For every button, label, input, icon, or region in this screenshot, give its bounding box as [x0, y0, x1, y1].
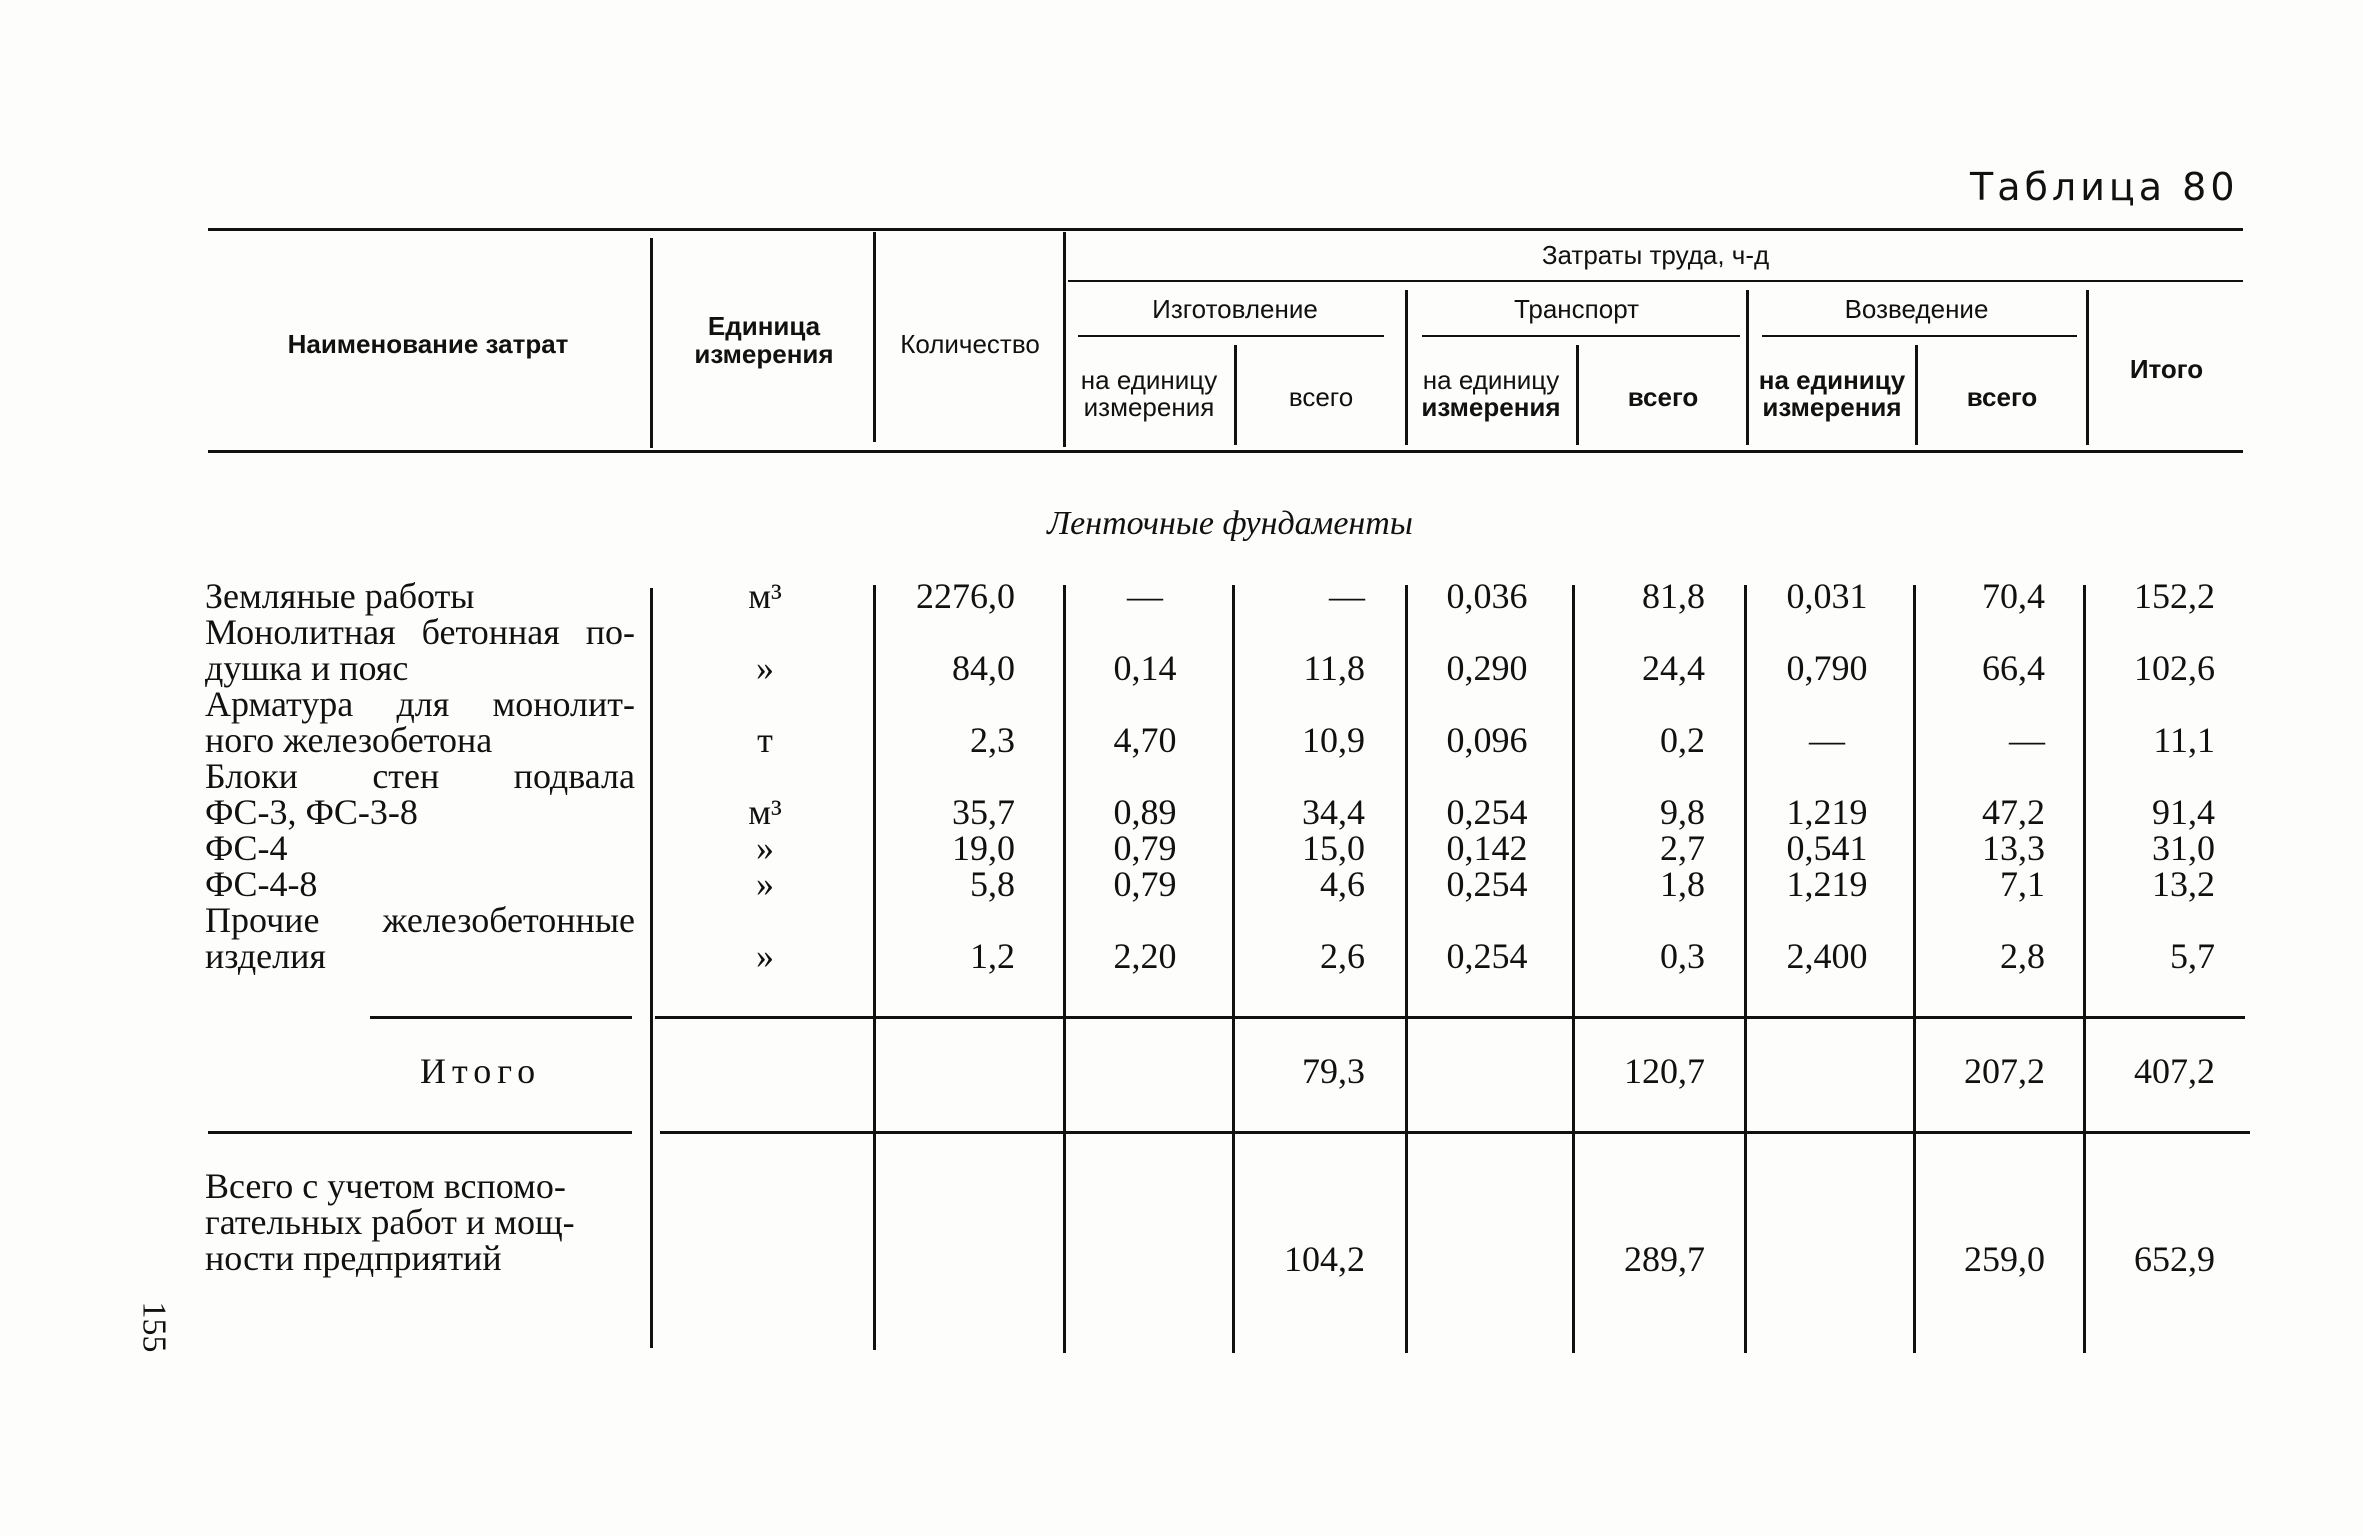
labor-costs-rule: [1068, 280, 2243, 282]
cell-qty: 84,0: [952, 648, 1015, 688]
row-name-line: душка и пояс: [205, 648, 409, 688]
header-top-rule: [208, 228, 2243, 231]
header-unit-col-line1: Единица: [707, 311, 821, 341]
subtotal-total: 407,2: [2134, 1051, 2215, 1091]
header-unit-col-line2: измерения: [694, 339, 834, 369]
cell-er-total: 2,8: [2000, 936, 2045, 976]
cell-man-unit: 4,70: [1113, 720, 1177, 760]
cell-er-total: 13,3: [1982, 828, 2045, 868]
header-vline: [2086, 290, 2089, 445]
cell-man-total: 15,0: [1302, 828, 1365, 868]
header-tr-total: всего: [1627, 382, 1699, 412]
row-name-line: Монолитная бетонная по-: [205, 612, 635, 652]
cell-man-unit: 0,14: [1113, 648, 1177, 688]
cell-total: 13,2: [2152, 864, 2215, 904]
header-total-col: Итого: [2129, 354, 2204, 384]
header-transport: Транспорт: [1513, 294, 1640, 324]
row-name-line: ного железобетона: [205, 720, 493, 760]
row-name-line: ФС-4: [205, 828, 288, 868]
grand-label-rule: [208, 1131, 632, 1134]
header-qty-col: Количество: [900, 329, 1040, 359]
cell-qty: 19,0: [952, 828, 1015, 868]
body-vline: [1405, 585, 1408, 1353]
body-vline: [873, 585, 876, 1350]
cell-er-total: 66,4: [1982, 648, 2045, 688]
cell-unit: »: [756, 936, 774, 976]
header-man-per-unit-l1: на единицу: [1080, 365, 1218, 395]
cell-tr-total: 9,8: [1660, 792, 1705, 832]
grand-label-line2: гательных работ и мощ-: [205, 1202, 575, 1242]
grand-label-line1: Всего с учетом вспомо-: [205, 1166, 566, 1206]
grand-er-total: 259,0: [1964, 1239, 2045, 1279]
cell-er-unit: 2,400: [1786, 936, 1868, 976]
row-name-line: ФС-3, ФС-3-8: [205, 792, 418, 832]
header-er-per-unit-l1: на единицу: [1758, 365, 1906, 395]
body-vline: [2083, 585, 2086, 1353]
body-vline: [1572, 585, 1575, 1353]
cell-tr-total: 81,8: [1642, 576, 1705, 616]
cell-tr-unit: 0,254: [1446, 792, 1528, 832]
cell-unit: м³: [748, 792, 782, 832]
manufacture-rule: [1078, 335, 1384, 337]
cell-total: 102,6: [2134, 648, 2215, 688]
cell-unit: м³: [748, 576, 782, 616]
subtotal-label: Итого: [420, 1051, 542, 1091]
cell-tr-unit: 0,254: [1446, 936, 1528, 976]
cell-man-total: 11,8: [1303, 648, 1365, 688]
cell-tr-unit: 0,096: [1446, 720, 1528, 760]
header-er-per-unit-l2: измерения: [1762, 392, 1902, 422]
cell-tr-total: 0,3: [1660, 936, 1705, 976]
cell-er-unit: 0,790: [1786, 648, 1868, 688]
cell-tr-total: 2,7: [1660, 828, 1705, 868]
header-er-total: всего: [1966, 382, 2038, 412]
header-name-col: Наименование затрат: [287, 329, 569, 359]
cell-man-unit: 2,20: [1113, 936, 1177, 976]
header-vline: [1576, 345, 1579, 445]
header-manufacture: Изготовление: [1152, 294, 1318, 324]
cell-unit: »: [756, 828, 774, 868]
row-name-line: Арматура для монолит-: [205, 684, 635, 724]
header-bottom-rule: [208, 450, 2243, 453]
cell-qty: 35,7: [952, 792, 1015, 832]
cell-total: 31,0: [2152, 828, 2215, 868]
body-vline: [1913, 585, 1916, 1353]
cell-er-total: 7,1: [2000, 864, 2045, 904]
header-vline: [1915, 345, 1918, 445]
row-name-line: Земляные работы: [205, 576, 475, 616]
header-vline: [873, 232, 876, 442]
grand-man-total: 104,2: [1284, 1239, 1365, 1279]
cell-tr-unit: 0,036: [1446, 576, 1528, 616]
cell-total: 152,2: [2134, 576, 2215, 616]
cell-er-total: 47,2: [1982, 792, 2045, 832]
cell-tr-total: 0,2: [1660, 720, 1705, 760]
body-vline: [650, 588, 653, 1348]
cell-total: 91,4: [2152, 792, 2215, 832]
cell-unit: »: [756, 648, 774, 688]
header-labor-costs: Затраты труда, ч-д: [1541, 240, 1770, 270]
subtotal-er-total: 207,2: [1964, 1051, 2045, 1091]
cell-er-total: —: [2009, 720, 2045, 760]
cell-unit: т: [757, 720, 773, 760]
header-man-per-unit-l2: измерения: [1083, 392, 1215, 422]
grand-top-rule: [660, 1131, 2250, 1134]
row-name-line: Блоки стен подвала: [205, 756, 635, 796]
subtotal-tr-total: 120,7: [1624, 1051, 1705, 1091]
header-tr-per-unit-l1: на единицу: [1422, 365, 1560, 395]
cell-man-unit: —: [1127, 576, 1163, 616]
grand-total: 652,9: [2134, 1239, 2215, 1279]
cell-man-total: 10,9: [1302, 720, 1365, 760]
page-number: 155: [135, 1301, 173, 1353]
cell-man-unit: 0,79: [1113, 864, 1177, 904]
row-name-line: ФС-4-8: [205, 864, 318, 904]
cell-er-unit: 0,031: [1786, 576, 1868, 616]
cell-man-unit: 0,89: [1113, 792, 1177, 832]
grand-label-line3: ности предприятий: [205, 1238, 502, 1278]
header-erection: Возведение: [1844, 294, 1989, 324]
header-man-total: всего: [1288, 382, 1354, 412]
table-label: Таблица 80: [1970, 165, 2239, 209]
row-name-line: Прочие железобетонные: [205, 900, 635, 940]
cell-tr-unit: 0,290: [1446, 648, 1528, 688]
cell-qty: 2276,0: [916, 576, 1015, 616]
cell-qty: 1,2: [970, 936, 1015, 976]
cell-tr-total: 1,8: [1660, 864, 1705, 904]
cell-tr-total: 24,4: [1642, 648, 1705, 688]
cell-total: 11,1: [2153, 720, 2215, 760]
cell-qty: 2,3: [970, 720, 1015, 760]
transport-rule: [1422, 335, 1740, 337]
row-name-line: изделия: [205, 936, 326, 976]
body-vline: [1232, 585, 1235, 1353]
subtotal-label-rule: [370, 1016, 632, 1019]
cell-tr-unit: 0,142: [1446, 828, 1528, 868]
cell-total: 5,7: [2170, 936, 2215, 976]
cell-er-total: 70,4: [1982, 576, 2045, 616]
cell-er-unit: —: [1809, 720, 1845, 760]
header-vline: [1234, 345, 1237, 445]
cell-man-total: 4,6: [1320, 864, 1365, 904]
subtotal-top-rule: [655, 1016, 2245, 1019]
subtotal-man-total: 79,3: [1302, 1051, 1365, 1091]
cell-er-unit: 1,219: [1786, 864, 1868, 904]
cell-qty: 5,8: [970, 864, 1015, 904]
erection-rule: [1762, 335, 2077, 337]
cell-man-unit: 0,79: [1113, 828, 1177, 868]
cell-man-total: —: [1329, 576, 1365, 616]
cell-unit: »: [756, 864, 774, 904]
header-tr-per-unit-l2: измерения: [1421, 392, 1561, 422]
header-vline: [650, 238, 653, 448]
grand-tr-total: 289,7: [1624, 1239, 1705, 1279]
cell-er-unit: 1,219: [1786, 792, 1868, 832]
cell-man-total: 34,4: [1302, 792, 1365, 832]
body-vline: [1063, 585, 1066, 1353]
body-vline: [1744, 585, 1747, 1353]
cell-tr-unit: 0,254: [1446, 864, 1528, 904]
cell-er-unit: 0,541: [1786, 828, 1868, 868]
section-title: Ленточные фундаменты: [1047, 505, 1413, 542]
cell-man-total: 2,6: [1320, 936, 1365, 976]
